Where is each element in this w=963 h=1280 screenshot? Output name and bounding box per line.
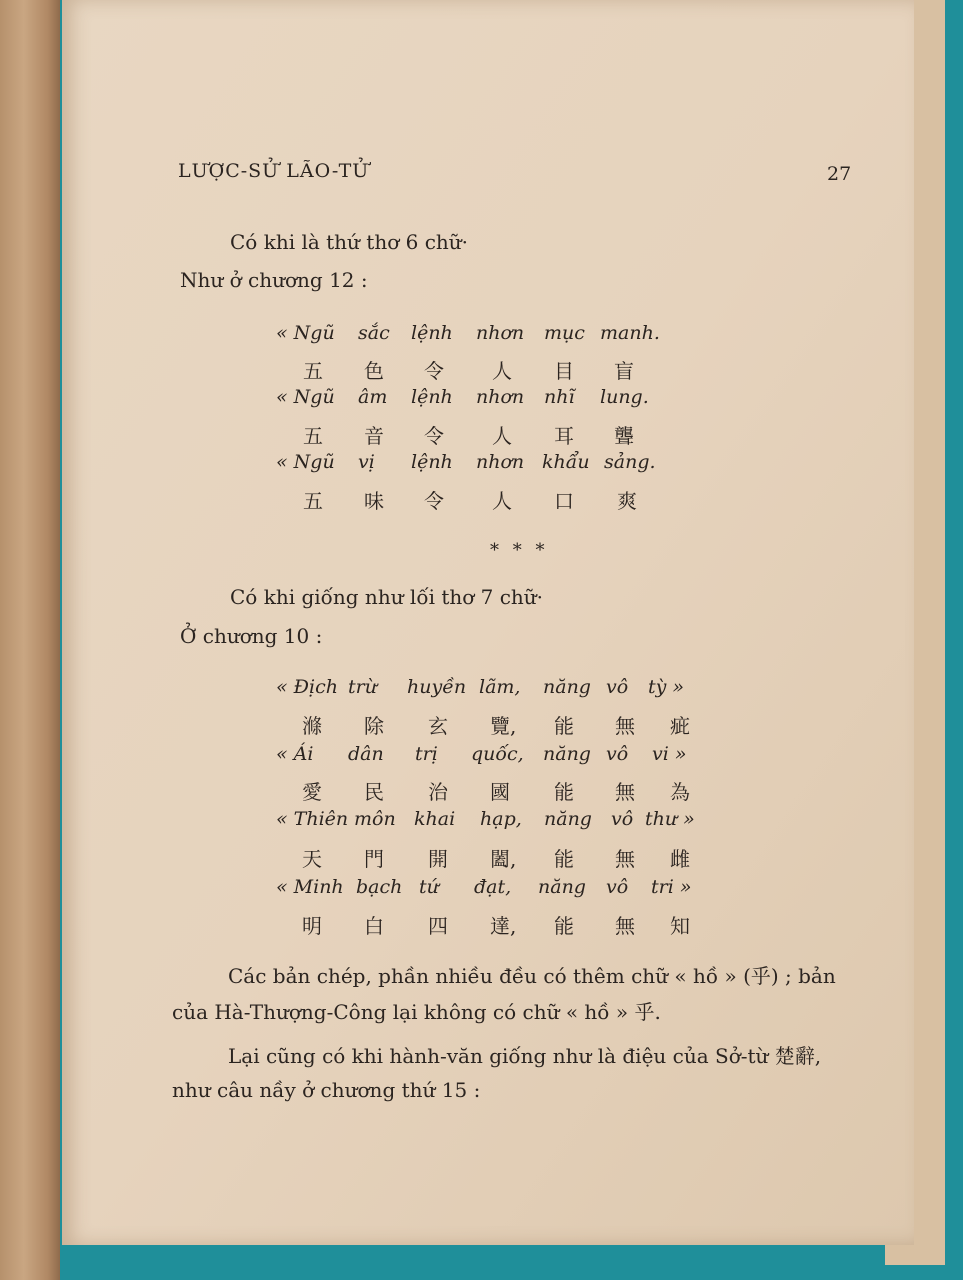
han-character: 覽, (490, 714, 517, 738)
han-character: 四 (428, 914, 448, 938)
han-character: 盲 (614, 359, 634, 383)
han-character: 令 (424, 359, 444, 383)
han-character: 人 (492, 359, 512, 383)
verse-word: huyền (407, 676, 467, 698)
han-character: 耳 (554, 424, 574, 448)
han-character: 令 (424, 489, 444, 513)
han-character: 除 (364, 714, 384, 738)
paragraph-line: Các bản chép, phần nhiều đều có thêm chữ « hồ » (乎) ; bản (228, 964, 836, 988)
verse-word: sắc (358, 322, 390, 344)
verse-word: bạch (356, 876, 403, 898)
han-character: 治 (428, 780, 448, 804)
verse-word: năng (544, 808, 592, 830)
verse-word: sảng. (604, 451, 656, 473)
verse-word: lãm, (479, 676, 521, 698)
section-separator: * * * (490, 540, 549, 561)
verse-word: nhơn (476, 451, 525, 473)
han-character: 疵 (670, 714, 690, 738)
han-character: 音 (364, 424, 384, 448)
han-character: 明 (302, 914, 322, 938)
verse-word: « Địch (276, 676, 338, 698)
verse-word: « Thiên (276, 808, 349, 830)
verse-word: quốc, (471, 743, 524, 765)
han-character: 達, (490, 914, 517, 938)
verse-word: vi » (652, 743, 687, 765)
han-character: 門 (364, 847, 384, 871)
paragraph-line: Lại cũng có khi hành-văn giống như là điệu của Sở-từ 楚辭, (228, 1044, 822, 1068)
han-character: 目 (554, 359, 574, 383)
verse-word: nhĩ (544, 386, 575, 408)
verse-word: thư » (645, 808, 695, 830)
verse-word: lệnh (411, 386, 453, 408)
han-character: 知 (670, 914, 690, 938)
verse-word: hạp, (480, 808, 522, 830)
verse-word: đạt, (474, 876, 512, 898)
han-character: 民 (364, 780, 384, 804)
verse-word: tri » (651, 876, 692, 898)
verse-word: tứ (419, 876, 439, 898)
book-spine (0, 0, 60, 1280)
han-character: 玄 (428, 714, 448, 738)
verse-word: dân (348, 743, 384, 765)
han-character: 無 (615, 714, 635, 738)
han-character: 口 (554, 489, 574, 513)
han-character: 聾 (614, 424, 634, 448)
han-character: 愛 (302, 780, 322, 804)
han-character: 雌 (670, 847, 690, 871)
verse-word: vô (606, 876, 629, 898)
han-character: 無 (615, 847, 635, 871)
verse-word: vị (358, 451, 375, 473)
han-character: 能 (554, 914, 574, 938)
han-character: 國 (490, 780, 510, 804)
verse-word: lung. (600, 386, 649, 408)
han-character: 五 (303, 359, 323, 383)
han-character: 人 (492, 489, 512, 513)
verse-word: khẩu (542, 451, 590, 473)
intro-line: Có khi giống như lối thơ 7 chữ· (230, 585, 544, 609)
verse-word: năng (543, 676, 591, 698)
verse-word: lệnh (411, 451, 453, 473)
chapter-ref: Ở chương 10 : (180, 624, 323, 648)
verse-word: « Ái (276, 743, 314, 765)
verse-word: vô (606, 676, 629, 698)
han-character: 令 (424, 424, 444, 448)
verse-word: « Minh (276, 876, 344, 898)
han-character: 五 (303, 489, 323, 513)
verse-word: trừ (348, 676, 377, 698)
paragraph-line: như câu nầy ở chương thứ 15 : (172, 1078, 481, 1102)
han-character: 爽 (617, 489, 637, 513)
han-character: 色 (364, 359, 384, 383)
verse-word: lệnh (411, 322, 453, 344)
verse-word: manh. (600, 322, 660, 344)
han-character: 無 (615, 914, 635, 938)
han-character: 為 (670, 780, 690, 804)
running-header: LƯỢC-SỬ LÃO-TỬ (178, 160, 370, 182)
intro-line: Có khi là thứ thơ 6 chữ· (230, 230, 469, 254)
verse-word: nhơn (476, 386, 525, 408)
han-character: 滌 (302, 714, 322, 738)
han-character: 能 (554, 847, 574, 871)
verse-word: nhơn (476, 322, 525, 344)
verse-word: mục (544, 322, 585, 344)
han-character: 開 (428, 847, 448, 871)
paragraph-line: của Hà-Thượng-Công lại không có chữ « hồ » 乎. (172, 1000, 661, 1024)
han-character: 能 (554, 714, 574, 738)
han-character: 天 (302, 847, 322, 871)
page-number: 27 (827, 163, 852, 185)
han-character: 無 (615, 780, 635, 804)
verse-word: « Ngũ (276, 451, 335, 473)
verse-word: tỳ » (648, 676, 685, 698)
verse-word: năng (543, 743, 591, 765)
book-page (62, 0, 914, 1245)
chapter-ref: Như ở chương 12 : (180, 268, 368, 292)
verse-word: trị (415, 743, 438, 765)
han-character: 白 (364, 914, 384, 938)
verse-word: « Ngũ (276, 322, 335, 344)
han-character: 五 (303, 424, 323, 448)
verse-word: âm (358, 386, 388, 408)
verse-word: « Ngũ (276, 386, 335, 408)
verse-word: khai (414, 808, 456, 830)
verse-word: môn (354, 808, 396, 830)
verse-word: vô (606, 743, 629, 765)
han-character: 闔, (490, 847, 517, 871)
verse-word: vô (611, 808, 634, 830)
han-character: 人 (492, 424, 512, 448)
verse-word: năng (538, 876, 586, 898)
han-character: 味 (364, 489, 384, 513)
han-character: 能 (554, 780, 574, 804)
